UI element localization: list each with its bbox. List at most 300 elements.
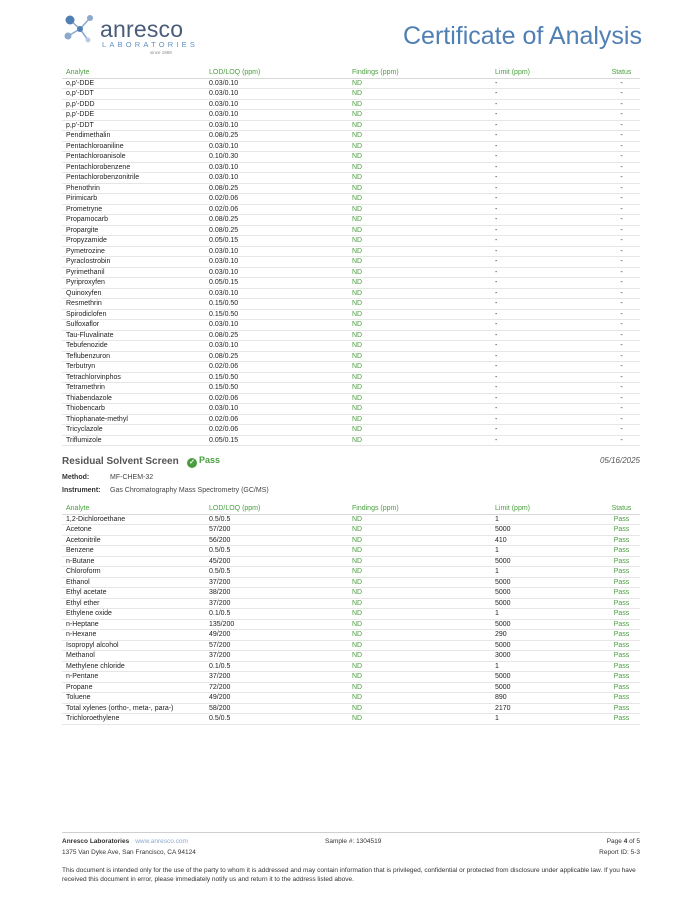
cell-lodloq: 37/200 [205,651,348,662]
cell-limit: - [491,120,603,131]
cell-lodloq: 0.02/0.06 [205,362,348,373]
cell-analyte: Quinoxyfen [62,288,205,299]
cell-analyte: Methanol [62,651,205,662]
cell-findings: ND [348,514,491,525]
cell-lodloq: 0.5/0.5 [205,514,348,525]
cell-findings: ND [348,267,491,278]
table-row [62,278,640,289]
cell-lodloq: 0.03/0.10 [205,320,348,331]
cell-status: - [603,152,640,163]
cell-analyte: Tricyclazole [62,425,205,436]
cell-status: - [603,278,640,289]
cell-analyte: Ethylene oxide [62,609,205,620]
table-row [62,372,640,383]
cell-lodloq: 0.5/0.5 [205,546,348,557]
cell-limit: 5000 [491,682,603,693]
cell-analyte: Tebufenozide [62,341,205,352]
cell-status: Pass [603,661,640,672]
instrument-value: Gas Chromatography Mass Spectrometry (GC/MS) [110,487,269,494]
cell-status: Pass [603,598,640,609]
table-row [62,567,640,578]
cell-status: - [603,362,640,373]
table-row [62,619,640,630]
cell-findings: ND [348,288,491,299]
table-row [62,362,640,373]
cell-limit: 5000 [491,619,603,630]
cell-findings: ND [348,204,491,215]
cell-status: - [603,89,640,100]
table-row [62,588,640,599]
disclaimer-text: This document is intended only for the use of the party to whom it is addressed and may contain information that is privileged, confidential or protected from disclosure under applicable law. If you have received this document in error, please immediately notify us and return it to the address listed above. [62,867,636,883]
section-date: 05/16/2025 [599,456,640,465]
col-header-lodloq: LOD/LOQ (ppm) [205,67,348,78]
cell-limit: 2170 [491,703,603,714]
cell-status: Pass [603,640,640,651]
cell-findings: ND [348,99,491,110]
cell-findings: ND [348,703,491,714]
cell-limit: - [491,372,603,383]
cell-limit: - [491,267,603,278]
cell-limit: - [491,330,603,341]
cell-analyte: Trichloroethylene [62,714,205,725]
cell-analyte: Tetramethrin [62,383,205,394]
cell-status: - [603,120,640,131]
report-id: Report ID: 5-3 [599,849,640,856]
cell-lodloq: 0.03/0.10 [205,110,348,121]
table-row [62,320,640,331]
cell-lodloq: 0.03/0.10 [205,173,348,184]
cell-status: - [603,141,640,152]
cell-lodloq: 0.02/0.06 [205,414,348,425]
check-circle-icon: ✓ [187,458,197,468]
table-row [62,246,640,257]
cell-findings: ND [348,609,491,620]
cell-status: - [603,435,640,446]
cell-findings: ND [348,236,491,247]
cell-lodloq: 0.03/0.10 [205,99,348,110]
cell-status: - [603,173,640,184]
cell-lodloq: 0.05/0.15 [205,278,348,289]
cell-status: Pass [603,525,640,536]
cell-analyte: Thiabendazole [62,393,205,404]
page-indicator [607,838,640,845]
cell-findings: ND [348,225,491,236]
cell-status: - [603,246,640,257]
cell-findings: ND [348,351,491,362]
table-row [62,703,640,714]
cell-lodloq: 0.05/0.15 [205,236,348,247]
col-header-findings: Findings (ppm) [348,67,491,78]
instrument-line [62,487,269,494]
cell-limit: 1 [491,609,603,620]
cell-limit: 5000 [491,672,603,683]
cell-status: - [603,299,640,310]
cell-findings: ND [348,309,491,320]
solvent-section-title: Residual Solvent Screen [62,456,179,467]
cell-findings: ND [348,682,491,693]
cell-analyte: o,p'-DDE [62,78,205,89]
cell-analyte: Tau-Fluvalinate [62,330,205,341]
cell-findings: ND [348,525,491,536]
cell-analyte: Methylene chloride [62,661,205,672]
cell-limit: 1 [491,546,603,557]
cell-analyte: Pyriproxyfen [62,278,205,289]
pesticide-table [62,67,640,446]
table-row [62,89,640,100]
instrument-label: Instrument: [62,487,101,494]
cell-lodloq: 37/200 [205,672,348,683]
cell-lodloq: 0.03/0.10 [205,341,348,352]
cell-lodloq: 0.15/0.50 [205,309,348,320]
cell-analyte: p,p'-DDE [62,110,205,121]
table-row [62,651,640,662]
cell-analyte: Benzene [62,546,205,557]
cell-limit: 1 [491,714,603,725]
cell-limit: 5000 [491,525,603,536]
cell-limit: 5000 [491,588,603,599]
col-header-status: Status [603,67,640,78]
company-logo [62,12,202,55]
cell-status: - [603,162,640,173]
cell-status: - [603,225,640,236]
cell-analyte: 1,2-Dichloroethane [62,514,205,525]
table-row [62,414,640,425]
cell-lodloq: 0.1/0.5 [205,661,348,672]
cell-limit: - [491,89,603,100]
table-row [62,556,640,567]
cell-lodloq: 0.5/0.5 [205,714,348,725]
cell-analyte: Pymetrozine [62,246,205,257]
cell-findings: ND [348,120,491,131]
cell-findings: ND [348,372,491,383]
cell-findings: ND [348,330,491,341]
cell-analyte: Pentachlorobenzene [62,162,205,173]
cell-findings: ND [348,714,491,725]
cell-limit: - [491,351,603,362]
cell-status: - [603,236,640,247]
cell-limit: - [491,162,603,173]
cell-status: - [603,404,640,415]
molecule-icon [62,12,98,46]
cell-status: - [603,351,640,362]
cell-findings: ND [348,425,491,436]
table-row [62,404,640,415]
cell-lodloq: 37/200 [205,577,348,588]
table-row [62,535,640,546]
table-row [62,204,640,215]
cell-status: - [603,414,640,425]
cell-analyte: Tetrachlorvinphos [62,372,205,383]
cell-lodloq: 0.02/0.06 [205,204,348,215]
table-row [62,682,640,693]
table-row [62,225,640,236]
cell-limit: - [491,110,603,121]
cell-lodloq: 0.1/0.5 [205,609,348,620]
cell-findings: ND [348,556,491,567]
table-row [62,288,640,299]
cell-lodloq: 0.03/0.10 [205,78,348,89]
cell-limit: 290 [491,630,603,641]
cell-status: - [603,330,640,341]
cell-analyte: Pirimicarb [62,194,205,205]
cell-limit: - [491,141,603,152]
table-row [62,546,640,557]
col-header-analyte: Analyte [62,503,205,514]
cell-analyte: Spirodiclofen [62,309,205,320]
cell-findings: ND [348,341,491,352]
cell-findings: ND [348,661,491,672]
cell-status: Pass [603,672,640,683]
cell-lodloq: 0.08/0.25 [205,215,348,226]
cell-limit: - [491,341,603,352]
cell-analyte: n-Butane [62,556,205,567]
cell-lodloq: 0.10/0.30 [205,152,348,163]
table-row [62,99,640,110]
col-header-limit: Limit (ppm) [491,503,603,514]
cell-analyte: Pentachloroaniline [62,141,205,152]
cell-findings: ND [348,414,491,425]
cell-findings: ND [348,546,491,557]
page-prefix: Page [606,838,624,845]
cell-limit: 5000 [491,598,603,609]
cell-limit: - [491,414,603,425]
table-row [62,299,640,310]
cell-lodloq: 0.03/0.10 [205,267,348,278]
col-header-findings: Findings (ppm) [348,503,491,514]
cell-lodloq: 0.03/0.10 [205,120,348,131]
cell-lodloq: 0.5/0.5 [205,567,348,578]
cell-limit: 5000 [491,556,603,567]
col-header-analyte: Analyte [62,67,205,78]
cell-status: - [603,425,640,436]
cell-analyte: Sulfoxaflor [62,320,205,331]
cell-findings: ND [348,152,491,163]
cell-analyte: n-Pentane [62,672,205,683]
cell-findings: ND [348,194,491,205]
table-row [62,173,640,184]
cell-status: - [603,383,640,394]
table-row [62,577,640,588]
col-header-lodloq: LOD/LOQ (ppm) [205,503,348,514]
cell-limit: - [491,236,603,247]
cell-findings: ND [348,278,491,289]
company-name: Anresco Laboratories [62,838,130,845]
table-row [62,215,640,226]
cell-status: - [603,183,640,194]
cell-status: Pass [603,682,640,693]
page-number: 4 [623,838,628,845]
table-row [62,110,640,121]
cell-findings: ND [348,78,491,89]
cell-findings: ND [348,362,491,373]
cell-lodloq: 0.08/0.25 [205,225,348,236]
cell-findings: ND [348,141,491,152]
table-row [62,120,640,131]
logo-since: since 1969 [150,50,172,55]
cell-status: - [603,204,640,215]
cell-analyte: Pyrimethanil [62,267,205,278]
cell-status: Pass [603,693,640,704]
cell-analyte: Pentachloroanisole [62,152,205,163]
cell-analyte: Propargite [62,225,205,236]
cell-status: Pass [603,577,640,588]
cell-analyte: Ethyl acetate [62,588,205,599]
cell-findings: ND [348,404,491,415]
table-row [62,194,640,205]
table-row [62,131,640,142]
table-row [62,341,640,352]
cell-lodloq: 0.03/0.10 [205,162,348,173]
cell-limit: - [491,204,603,215]
footer-address: 1375 Van Dyke Ave, San Francisco, CA 94124 [62,849,196,856]
cell-status: - [603,341,640,352]
cell-status: - [603,393,640,404]
table-row [62,640,640,651]
cell-status: Pass [603,651,640,662]
cell-analyte: Pyraclostrobin [62,257,205,268]
cell-status: - [603,288,640,299]
cell-findings: ND [348,535,491,546]
cell-status: Pass [603,546,640,557]
table-row [62,393,640,404]
cell-limit: 3000 [491,651,603,662]
table-row [62,152,640,163]
cell-findings: ND [348,577,491,588]
cell-analyte: n-Hexane [62,630,205,641]
table-row [62,257,640,268]
cell-limit: - [491,194,603,205]
table-row [62,598,640,609]
cell-lodloq: 57/200 [205,525,348,536]
cell-findings: ND [348,619,491,630]
cell-status: Pass [603,588,640,599]
table-row [62,141,640,152]
cell-findings: ND [348,173,491,184]
cell-findings: ND [348,598,491,609]
cell-lodloq: 0.08/0.25 [205,330,348,341]
cell-findings: ND [348,257,491,268]
cell-lodloq: 0.02/0.06 [205,194,348,205]
table-row [62,693,640,704]
table-header-row [62,67,640,78]
table-row [62,330,640,341]
table-row [62,661,640,672]
cell-limit: - [491,404,603,415]
cell-lodloq: 0.03/0.10 [205,288,348,299]
footer-company [62,838,188,845]
table-row [62,78,640,89]
table-row [62,183,640,194]
cell-lodloq: 0.03/0.10 [205,404,348,415]
cell-analyte: Resmethrin [62,299,205,310]
cell-limit: - [491,99,603,110]
cell-status: Pass [603,535,640,546]
cell-limit: - [491,215,603,226]
cell-lodloq: 0.03/0.10 [205,89,348,100]
cell-limit: - [491,183,603,194]
cell-analyte: Pendimethalin [62,131,205,142]
cell-analyte: Pentachlorobenzonitrile [62,173,205,184]
company-website-link[interactable]: www.anresco.com [135,838,188,845]
cell-analyte: p,p'-DDT [62,120,205,131]
cell-analyte: Teflubenzuron [62,351,205,362]
cell-limit: - [491,278,603,289]
cell-status: Pass [603,567,640,578]
cell-limit: - [491,152,603,163]
cell-lodloq: 58/200 [205,703,348,714]
cell-analyte: Ethanol [62,577,205,588]
table-header-row [62,503,640,514]
cell-status: Pass [603,609,640,620]
cell-lodloq: 0.03/0.10 [205,141,348,152]
cell-findings: ND [348,630,491,641]
cell-limit: 5000 [491,640,603,651]
cell-status: - [603,309,640,320]
cell-analyte: Acetonitrile [62,535,205,546]
method-value: MF-CHEM-32 [110,474,154,481]
cell-analyte: p,p'-DDD [62,99,205,110]
cell-lodloq: 0.08/0.25 [205,183,348,194]
cell-analyte: Terbutryn [62,362,205,373]
pesticide-table-body [62,78,640,446]
cell-lodloq: 0.02/0.06 [205,425,348,436]
cell-limit: - [491,309,603,320]
cell-limit: - [491,246,603,257]
cell-analyte: Thiophanate-methyl [62,414,205,425]
table-row [62,162,640,173]
cell-limit: - [491,383,603,394]
cell-findings: ND [348,183,491,194]
cell-analyte: Ethyl ether [62,598,205,609]
cell-limit: - [491,299,603,310]
cell-lodloq: 45/200 [205,556,348,567]
cell-findings: ND [348,651,491,662]
cell-status: - [603,257,640,268]
cell-lodloq: 0.08/0.25 [205,351,348,362]
cell-limit: 410 [491,535,603,546]
cell-lodloq: 0.15/0.50 [205,383,348,394]
cell-lodloq: 0.03/0.10 [205,246,348,257]
cell-limit: - [491,257,603,268]
cell-lodloq: 49/200 [205,630,348,641]
cell-lodloq: 0.15/0.50 [205,299,348,310]
cell-lodloq: 38/200 [205,588,348,599]
sample-number: Sample #: 1304519 [325,838,382,845]
page-suffix: of 5 [627,838,640,845]
cell-status: Pass [603,630,640,641]
page-header [0,0,700,64]
cell-status: Pass [603,619,640,630]
cell-limit: 1 [491,661,603,672]
cell-limit: 890 [491,693,603,704]
table-row [62,609,640,620]
cell-analyte: Triflumizole [62,435,205,446]
cell-findings: ND [348,588,491,599]
cell-limit: 1 [491,567,603,578]
cell-limit: - [491,225,603,236]
col-header-status: Status [603,503,640,514]
cell-analyte: Isopropyl alcohol [62,640,205,651]
cell-findings: ND [348,693,491,704]
cell-status: - [603,372,640,383]
table-row [62,425,640,436]
cell-findings: ND [348,131,491,142]
cell-lodloq: 0.08/0.25 [205,131,348,142]
cell-limit: - [491,362,603,373]
cell-analyte: o,p'-DDT [62,89,205,100]
cell-findings: ND [348,110,491,121]
cell-lodloq: 0.05/0.15 [205,435,348,446]
